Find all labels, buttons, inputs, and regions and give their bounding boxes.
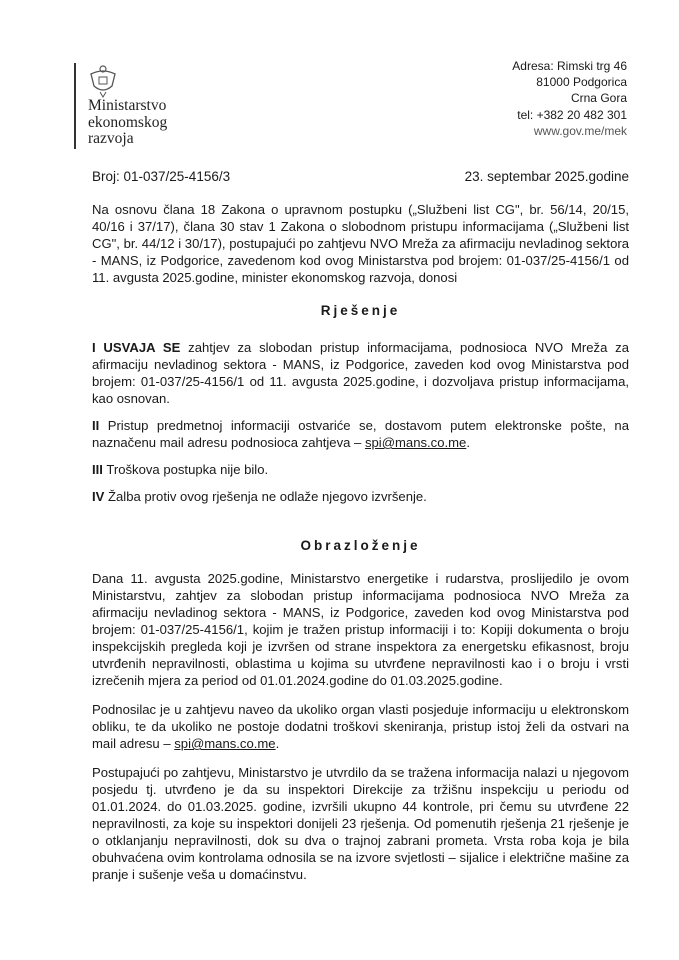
reasoning-paragraph: Postupajući po zahtjevu, Ministarstvo je utvrdilo da se tražena informacija nalazi u njegovom posjedu tj. utvrđeno je da su inspektori Direkcije za tržišnu inspekciju u periodu od 01.01.2024. do 01.03.2025. godine, izvršili ukupno 44 kontrole, pri čemu su utvrđene 22 nepravilnosti, za koje su inspektori donijeli 23 rješenja. Od pomenutih rješenja 21 rješenje je o otklanjanju nepravilnosti, dok su dva o trajnoj zabrani prometa. Vrsta roba koja je bila obuhvaćena ovim kontrolama odnosila se na izvore svjetlosti – sijalice i električne mašine za pranje i sušenje veša u domaćinstvu. <box>92 765 629 882</box>
website-link[interactable]: www.gov.me/mek <box>533 123 627 138</box>
intro-paragraph: Na osnovu člana 18 Zakona o upravnom postupku („Službeni list CG", br. 56/14, 20/15, 40/16 i 37/17), člana 30 stav 1 Zakona o slobodnom pristupu informacijama („Službeni list CG", br. 44/12 i 30/17), postupajući po zahtjevu NVO Mreža za afirmaciju nevladinog sektora - MANS, iz Podgorice, zavedenom kod ovog Ministarstva pod brojem: 01-037/25-4156/1 od 11. avgusta 2025.godine, minister ekonomskog razvoja, donosi <box>92 202 629 285</box>
address-block <box>512 58 627 139</box>
item-number: III <box>92 462 103 477</box>
address-line: Crna Gora <box>570 91 627 106</box>
ministry-name-line: ekonomskog <box>88 113 168 131</box>
reference-row <box>92 168 629 185</box>
email-link[interactable]: spi@mans.co.me <box>364 435 467 450</box>
ministry-name-line: Ministarstvo <box>88 97 167 114</box>
address-line: Adresa: Rimski trg 46 <box>512 59 627 73</box>
reasoning-paragraph <box>92 701 629 752</box>
item-text: zahtjev za slobodan pristup informacijama, podnosioca NVO Mreža za afirmaciju nevladinog sektora - MANS, iz Podgorice, zaveden kod ovog Ministarstva pod brojem: 01-037/25-4156/1 od 11. avgusta 2025.godine, i dozvoljava pristup informacijama, kao osnovan. <box>92 340 629 406</box>
item-number: I USVAJA SE <box>92 340 181 355</box>
document-date: 23. septembar 2025.godine <box>464 169 629 184</box>
decision-item-1 <box>92 339 629 407</box>
paragraph-text: Podnosilac je u zahtjevu naveo da ukoliko organ vlasti posjeduje informaciju u elektronskom obliku, te da ukoliko ne postoje dodatni troškovi skeniranja, pristup istoj želi da ostvari na mail adresu – <box>92 702 629 751</box>
reasoning-heading: Obrazloženje <box>300 538 421 553</box>
item-number: IV <box>92 489 105 504</box>
email-link[interactable]: spi@mans.co.me <box>174 736 276 751</box>
decision-heading: Rješenje <box>320 303 401 318</box>
reasoning-paragraph: Dana 11. avgusta 2025.godine, Ministarstvo energetike i rudarstva, proslijedilo je ovom Ministarstvu, zahtjev za slobodan pristup informacijama podnosioca NVO Mreža za afirmaciju nevladinog sektora - MANS, iz Podgorice, zaveden kod ovog Ministarstva pod brojem: 01-037/25-4156/1, kojim je tražen pristup informaciji i to: Kopiji dokumenta o broju inspekcijskih pregleda koji je izvršen od strane inspektora za energetsku efikasnost, broju utvrđenih nepravilnosti, oblastima u kojima su utvrđene nepravilnosti kao i o broju i vrsti izrečenih mjera za period od 01.01.2024.godine do 01.03.2025.godine. <box>92 571 629 688</box>
decision-item-4 <box>92 488 629 505</box>
ministry-name <box>88 98 167 148</box>
address-line: 81000 Podgorica <box>536 75 627 90</box>
document-number: Broj: 01-037/25-4156/3 <box>92 169 231 184</box>
coat-of-arms-icon <box>88 64 118 98</box>
item-text: Pristup predmetnoj informaciji ostvariće se, dostavom putem elektronske pošte, na naznačenu mail adresu podnosioca zahtjeva – <box>92 418 629 450</box>
document-body <box>92 168 629 883</box>
decision-item-2 <box>92 417 629 451</box>
item-text: Žalba protiv ovog rješenja ne odlaže njegovo izvršenje. <box>104 489 427 504</box>
ministry-name-line: razvoja <box>88 130 134 147</box>
item-number: II <box>92 418 100 433</box>
decision-item-3 <box>92 461 629 478</box>
item-text: Troškova postupka nije bilo. <box>102 462 269 477</box>
phone: tel: +382 20 482 301 <box>517 107 627 122</box>
punctuation: . <box>466 435 470 450</box>
letterhead-divider <box>74 63 76 149</box>
punctuation: . <box>275 736 280 751</box>
